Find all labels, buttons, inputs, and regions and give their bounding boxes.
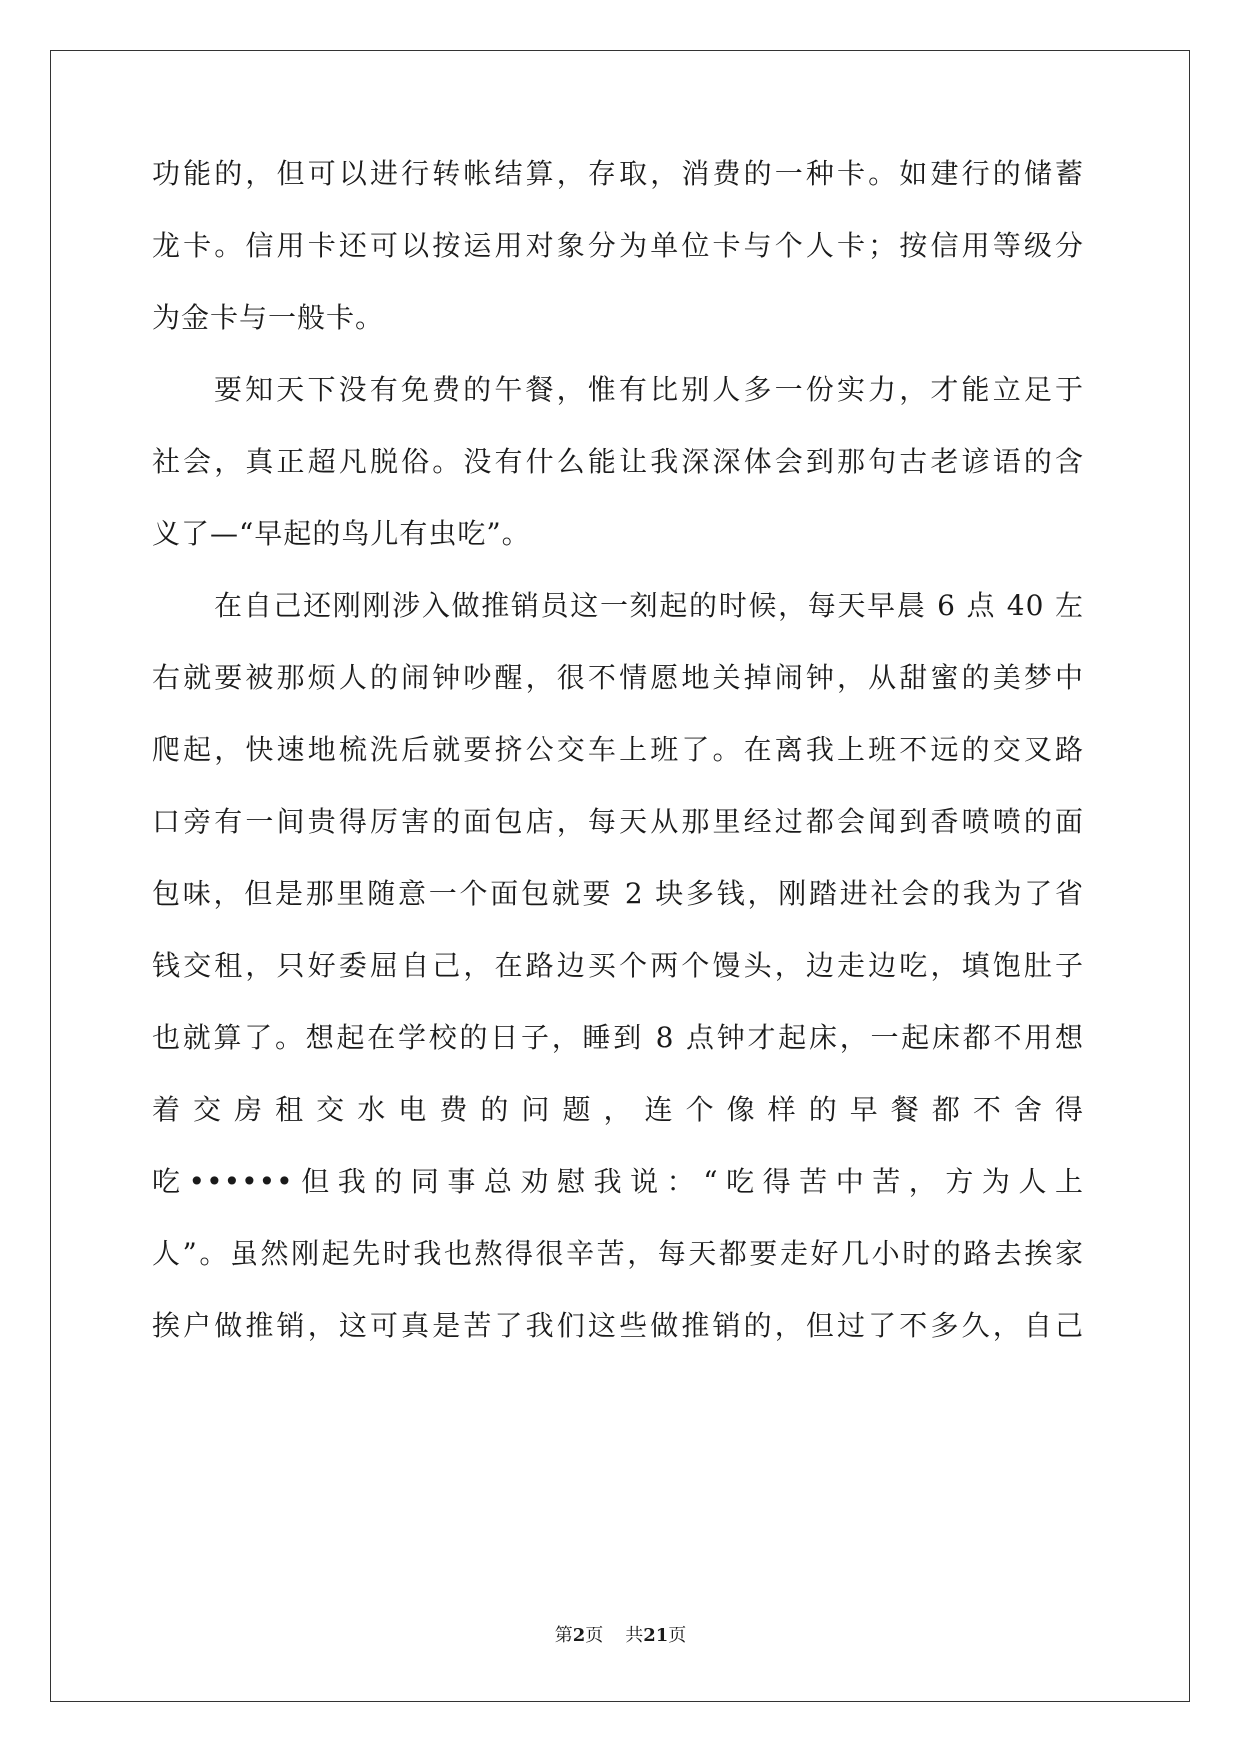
text-line: 要知天下没有免费的午餐，惟有比别人多一份实力，才能立足于 bbox=[214, 373, 1084, 406]
text-line: 包味，但是那里随意一个面包就要 2 块多钱，刚踏进社会的我为了省 bbox=[152, 877, 1084, 910]
text-line: 人”。虽然刚起先时我也熬得很辛苦，每天都要走好几小时的路去挨家 bbox=[152, 1237, 1084, 1270]
text-line: 功能的，但可以进行转帐结算，存取，消费的一种卡。如建行的储蓄 bbox=[152, 157, 1084, 190]
text-line: 在自己还刚刚涉入做推销员这一刻起的时候，每天早晨 6 点 40 左 bbox=[214, 589, 1084, 622]
text-line: 钱交租，只好委屈自己，在路边买个两个馒头，边走边吃，填饱肚子 bbox=[152, 949, 1084, 982]
text-line: 吃••••••但我的同事总劝慰我说：“吃得苦中苦，方为人上 bbox=[152, 1165, 1084, 1198]
text-line: 为金卡与一般卡。 bbox=[152, 301, 385, 334]
text-line: 社会，真正超凡脱俗。没有什么能让我深深体会到那句古老谚语的含 bbox=[152, 445, 1084, 478]
text-line: 龙卡。信用卡还可以按运用对象分为单位卡与个人卡；按信用等级分 bbox=[152, 229, 1084, 262]
text-line: 挨户做推销，这可真是苦了我们这些做推销的，但过了不多久，自己 bbox=[152, 1309, 1084, 1342]
total-suffix: 页 bbox=[668, 1625, 687, 1646]
text-line: 着交房租交水电费的问题，连个像样的早餐都不舍得 bbox=[152, 1093, 1084, 1126]
text-line: 口旁有一间贵得厉害的面包店，每天从那里经过都会闻到香喷喷的面 bbox=[152, 805, 1084, 838]
total-pages: 21 bbox=[643, 1625, 669, 1646]
text-line: 义了—“早起的鸟儿有虫吃”。 bbox=[152, 517, 531, 550]
page-footer bbox=[0, 1624, 1241, 1648]
text-line: 也就算了。想起在学校的日子，睡到 8 点钟才起床，一起床都不用想 bbox=[152, 1021, 1084, 1054]
total-prefix: 共 bbox=[625, 1625, 644, 1646]
text-line: 右就要被那烦人的闹钟吵醒，很不情愿地关掉闹钟，从甜蜜的美梦中 bbox=[152, 661, 1084, 694]
page-suffix: 页 bbox=[585, 1625, 604, 1646]
text-line: 爬起，快速地梳洗后就要挤公交车上班了。在离我上班不远的交叉路 bbox=[152, 733, 1084, 766]
page-prefix: 第 bbox=[554, 1625, 573, 1646]
page-number: 2 bbox=[572, 1625, 586, 1646]
